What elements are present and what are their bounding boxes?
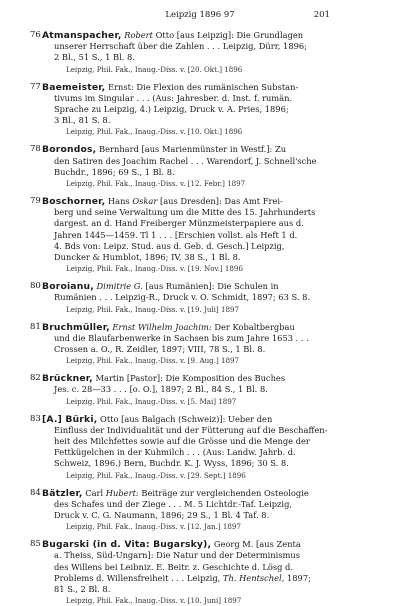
- entry-line: [42, 218, 374, 229]
- entry-line: [42, 252, 374, 263]
- imprint-line: [42, 126, 374, 137]
- line-text: Leipzig, Phil. Fak., Inaug.-Diss. v. [10. Okt.] 1896: [66, 127, 243, 137]
- entry-line: [42, 384, 374, 395]
- imprint-line: [42, 355, 374, 366]
- line-text: Duncker & Humblot, 1896; IV, 38 S., 1 Bl. 8.: [54, 252, 241, 263]
- line-text: und die Blaufarbenwerke in Sachsen bis zum Jahre 1653 . . .: [54, 332, 309, 343]
- author-name: Bruchmüller,: [42, 321, 110, 333]
- entry-line: [42, 156, 374, 167]
- entry-text: [42, 82, 374, 138]
- entry-number: 85: [30, 539, 41, 550]
- entry-line: [42, 115, 374, 126]
- running-title: Leipzig 1896 97: [165, 10, 235, 20]
- author-name: Boschorner,: [42, 196, 106, 207]
- italic-text: Oskar: [132, 196, 158, 206]
- imprint-line: [42, 396, 374, 407]
- line-text: Leipzig, Phil. Fak., Inaug.-Diss. v. [12. Febr.] 1897: [66, 179, 246, 188]
- entry-number: 83: [30, 413, 41, 424]
- line-text: Problems d. Willensfreiheit . . . Leipzig,: [54, 572, 223, 583]
- line-text: Ernst: Die Flexion des rumänischen Substan-: [105, 81, 299, 92]
- line-text: Leipzig, Phil. Fak., Inaug.-Diss. v. [5. Mai] 1897: [66, 396, 237, 406]
- entry-line: [42, 436, 374, 447]
- line-text: Leipzig, Phil. Fak., Inaug.-Diss. v. [19. Juli] 1897: [66, 304, 240, 314]
- entry-text: [42, 373, 374, 407]
- entry-number: 78: [30, 144, 41, 155]
- entry-line: [42, 82, 374, 93]
- line-text: Jes. c. 28—33 . . . [o. O.], 1897; 2 Bl., 84 S., 1 Bl. 8.: [54, 384, 268, 395]
- author-name: Boroianu,: [42, 281, 94, 293]
- entry-line: [42, 333, 374, 344]
- entry-line: [42, 322, 374, 333]
- entry-number: 77: [30, 81, 41, 92]
- entry-text: [42, 30, 374, 75]
- line-text: 3 Bl., 81 S. 8.: [54, 115, 111, 126]
- entry-text: [42, 488, 374, 533]
- line-text: unserer Herrschaft über die Zahlen . . . Leipzig, Dürr, 1896;: [54, 41, 307, 52]
- line-text: tivums im Singular . . . (Aus: Jahresber. d. Inst. f. rumän.: [54, 92, 293, 103]
- imprint-line: [42, 178, 374, 189]
- line-text: 81 S., 2 Bl. 8.: [54, 584, 111, 594]
- entry-number: 82: [30, 373, 41, 384]
- entry-number: 84: [30, 487, 41, 498]
- line-text: des Willens bei Leibniz. E. Beitr. z. Geschichte d. Lösg d.: [54, 561, 294, 572]
- line-text: [aus Dresden]: Das Amt Frei-: [157, 196, 283, 206]
- line-text: den Satiren des Joachim Rachel . . . Warendorf, J. Schnell'sche: [54, 155, 317, 166]
- line-text: Buchdr., 1896; 69 S., 1 Bl. 8.: [54, 166, 175, 177]
- italic-text: Hubert:: [105, 487, 139, 498]
- line-text: a. Theiss, Süd-Ungarn]: Die Natur und der Determinismus: [54, 550, 300, 561]
- entry-text: [42, 414, 374, 481]
- entry-line: [42, 30, 374, 41]
- line-text: Rumänien . . . Leipzig-R., Druck v. O. Schmidt, 1897; 63 S. 8.: [54, 292, 311, 303]
- line-text: des Schafes und der Ziege . . . M. 5 Lichtdr.-Taf. Leipzig,: [54, 498, 293, 509]
- entry-line: [42, 373, 374, 384]
- line-text: Georg M. [aus Zenta: [211, 539, 301, 550]
- line-text: Leipzig, Phil. Fak., Inaug.-Diss. v. [9. Aug.] 1897: [66, 356, 240, 366]
- page-number: 201: [313, 10, 330, 20]
- line-text: 2 Bl., 51 S., 1 Bl. 8.: [54, 52, 135, 63]
- entry-text: [42, 281, 374, 315]
- line-text: Otto [aus Leipzig]: Die Grundlagen: [152, 30, 304, 40]
- line-text: Beiträge zur vergleichenden Osteologie: [138, 487, 309, 498]
- page-header: [0, 10, 400, 24]
- entry-number: 76: [30, 30, 41, 40]
- entry-line: [42, 414, 374, 425]
- line-text: Druck v. C. G. Naumann, 1896; 29 S., 1 Bl. 4 Taf. 8.: [54, 510, 270, 520]
- line-text: Bernhard [aus Marienmünster in Westf.]: Zu: [96, 144, 287, 155]
- imprint-line: [42, 521, 374, 532]
- line-text: Jahren 1445—1459. Tl 1 . . . [Erschien vollst. als Heft 1 d.: [54, 229, 298, 240]
- author-name: Bätzler,: [42, 487, 83, 499]
- author-name: Bugarski (in d. Vita: Bugarsky),: [42, 539, 212, 551]
- entry-line: [42, 241, 374, 252]
- line-text: Leipzig, Phil. Fak., Inaug.-Diss. v. [19. Nov.] 1896: [66, 264, 243, 274]
- entry-line: [42, 573, 374, 584]
- entry-line: [42, 499, 374, 510]
- imprint-line: [42, 263, 374, 274]
- entry-number: 81: [30, 321, 41, 332]
- author-name: Brückner,: [42, 373, 93, 385]
- line-text: [aus Rumänien]: Die Schulen in: [142, 281, 279, 292]
- entry-line: [42, 207, 374, 218]
- entry-text: [42, 539, 374, 606]
- entry-line: [42, 41, 374, 52]
- line-text: Schweiz, 1896.) Bern, Buchdr. K. J. Wyss, 1896; 30 S. 8.: [54, 458, 289, 469]
- line-text: Leipzig, Phil. Fak., Inaug.-Diss. v. [12. Jan.] 1897: [66, 522, 241, 532]
- line-text: Otto [aus Balgach (Schweiz)]: Ueber den: [97, 413, 273, 424]
- line-text: Leipzig, Phil. Fak., Inaug.-Diss. v. [20. Okt.] 1896: [66, 64, 243, 74]
- line-text: 4. Bds von: Leipz. Stud. aus d. Geb. d. Gesch.] Leipzig,: [54, 240, 285, 251]
- line-text: Leipzig, Phil. Fak., Inaug.-Diss. v. [29. Sept.] 1896: [66, 470, 246, 480]
- italic-text: Dimitrie G.: [96, 281, 143, 292]
- line-text: heit des Milchfettes sowie auf die Grösse und die Menge der: [54, 436, 310, 446]
- entry-line: [42, 550, 374, 561]
- entry-number: 80: [30, 281, 41, 292]
- imprint-line: [42, 595, 374, 606]
- line-text: Sprache zu Leipzig, 4.) Leipzig, Druck v. A. Pries, 1896;: [54, 104, 289, 114]
- line-text: Martin [Pastor]: Die Komposition des Buches: [92, 373, 286, 384]
- author-name: Baemeister,: [42, 81, 106, 93]
- entry-line: [42, 104, 374, 115]
- imprint-line: [42, 64, 374, 75]
- italic-text: Th. Hentschel,: [222, 572, 285, 583]
- line-text: Der Kobaltbergbau: [211, 321, 295, 332]
- italic-text: Ernst Wilhelm Joachim:: [112, 321, 212, 332]
- line-text: Carl: [82, 487, 106, 498]
- line-text: Leipzig, Phil. Fak., Inaug.-Diss. v. [10. Juni] 1897: [66, 596, 242, 606]
- imprint-line: [42, 304, 374, 315]
- line-text: berg und seine Verwaltung um die Mitte des 15. Jahrhunderts: [54, 207, 316, 218]
- entry-line: [42, 344, 374, 355]
- entry-line: [42, 458, 374, 469]
- entry-line: [42, 196, 374, 207]
- entry-line: [42, 488, 374, 499]
- author-name: Atmanspacher,: [42, 30, 122, 41]
- entry-line: [42, 539, 374, 550]
- entry-text: [42, 144, 374, 189]
- line-text: Fettkügelchen in der Kuhmilch . . . (Aus: Landw. Jahrb. d.: [54, 447, 296, 458]
- line-text: Hans: [105, 196, 133, 206]
- line-text: Crossen a. O., R. Zeidler, 1897; VIII, 78 S., 1 Bl. 8.: [54, 344, 266, 354]
- entry-line: [42, 425, 374, 436]
- italic-text: Robert: [124, 30, 153, 40]
- entry-line: [42, 167, 374, 178]
- entry-line: [42, 292, 374, 303]
- entry-line: [42, 52, 374, 63]
- entry-line: [42, 144, 374, 155]
- entry-text: [42, 196, 374, 274]
- entry-number: 79: [30, 196, 41, 206]
- entry-line: [42, 230, 374, 241]
- entry-line: [42, 447, 374, 458]
- entry-line: [42, 281, 374, 292]
- line-text: Einfluss der Individualität und der Fütterung auf die Beschaffen-: [54, 424, 328, 435]
- line-text: 1897;: [284, 572, 311, 583]
- entry-text: [42, 322, 374, 367]
- entry-line: [42, 510, 374, 521]
- entry-line: [42, 584, 374, 595]
- author-name: Borondos,: [42, 144, 97, 156]
- imprint-line: [42, 470, 374, 481]
- line-text: dargest. an d. Hand Freiberger Münzmeisterpapiere aus d.: [54, 218, 304, 229]
- author-name: [A.] Bürki,: [42, 413, 98, 425]
- entry-line: [42, 562, 374, 573]
- entry-line: [42, 93, 374, 104]
